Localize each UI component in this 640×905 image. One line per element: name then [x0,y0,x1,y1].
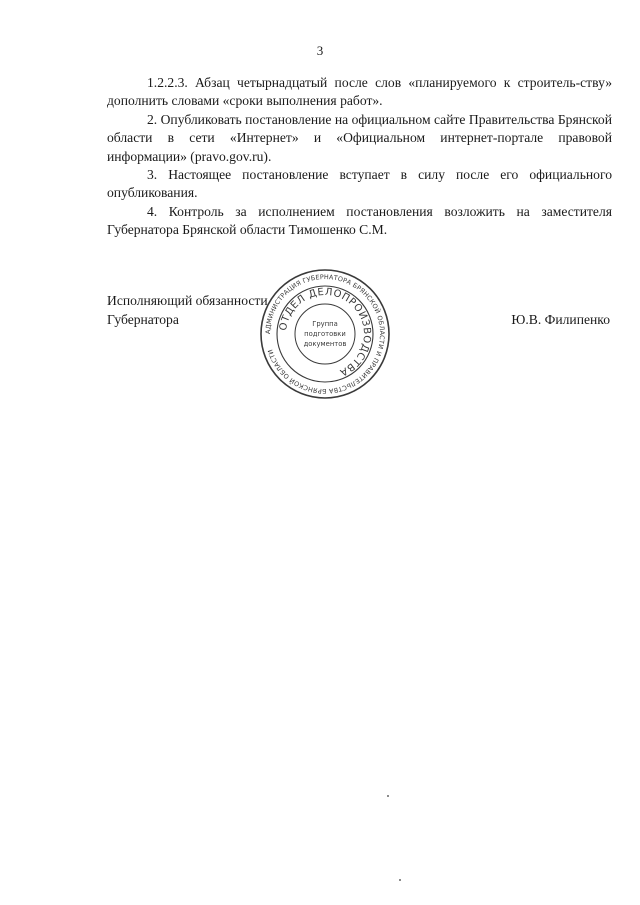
stamp-ring-text: АДМИНИСТРАЦИЯ ГУБЕРНАТОРА БРЯНСКОЙ ОБЛАСТИ И ПРАВИТЕЛЬСТВА БРЯНСКОЙ ОБЛАСТИ [263,272,387,396]
position-line-2: Губернатора [107,311,179,327]
scan-dot [387,795,389,797]
paragraph-4: 4. Контроль за исполнением постановления возложить на заместителя Губернатора Брянской области Тимошенко С.М. [107,203,612,238]
signatory-name: Ю.В. Филипенко [511,312,610,327]
page-number: 3 [316,43,324,58]
scan-dot [399,879,401,881]
paragraph-2: 2. Опубликовать постановление на официальном сайте Правительства Брянской области в сети «Интернет» и «Официальном интернет-портале правовой информации» (pravo.gov.ru). [107,111,612,164]
document-body [107,74,612,240]
stamp-line-2: подготовки [304,330,346,338]
stamp-line-1: Группа [312,320,338,328]
office-stamp [258,267,392,401]
paragraph-1-2-2-3: 1.2.2.3. Абзац четырнадцатый после слов «планируемого к строитель-ству» дополнить словами «сроки выполнения работ». [107,75,612,109]
paragraph-3: 3. Настоящее постановление вступает в силу после его официального опубликования. [107,167,612,201]
stamp-line-3: документов [303,340,347,348]
signatory-position [107,292,268,329]
position-line-1: Исполняющий обязанности [107,293,268,308]
stamp-center-title: ОТДЕЛ ДЕЛОПРОИЗВОДСТВА [278,286,373,378]
